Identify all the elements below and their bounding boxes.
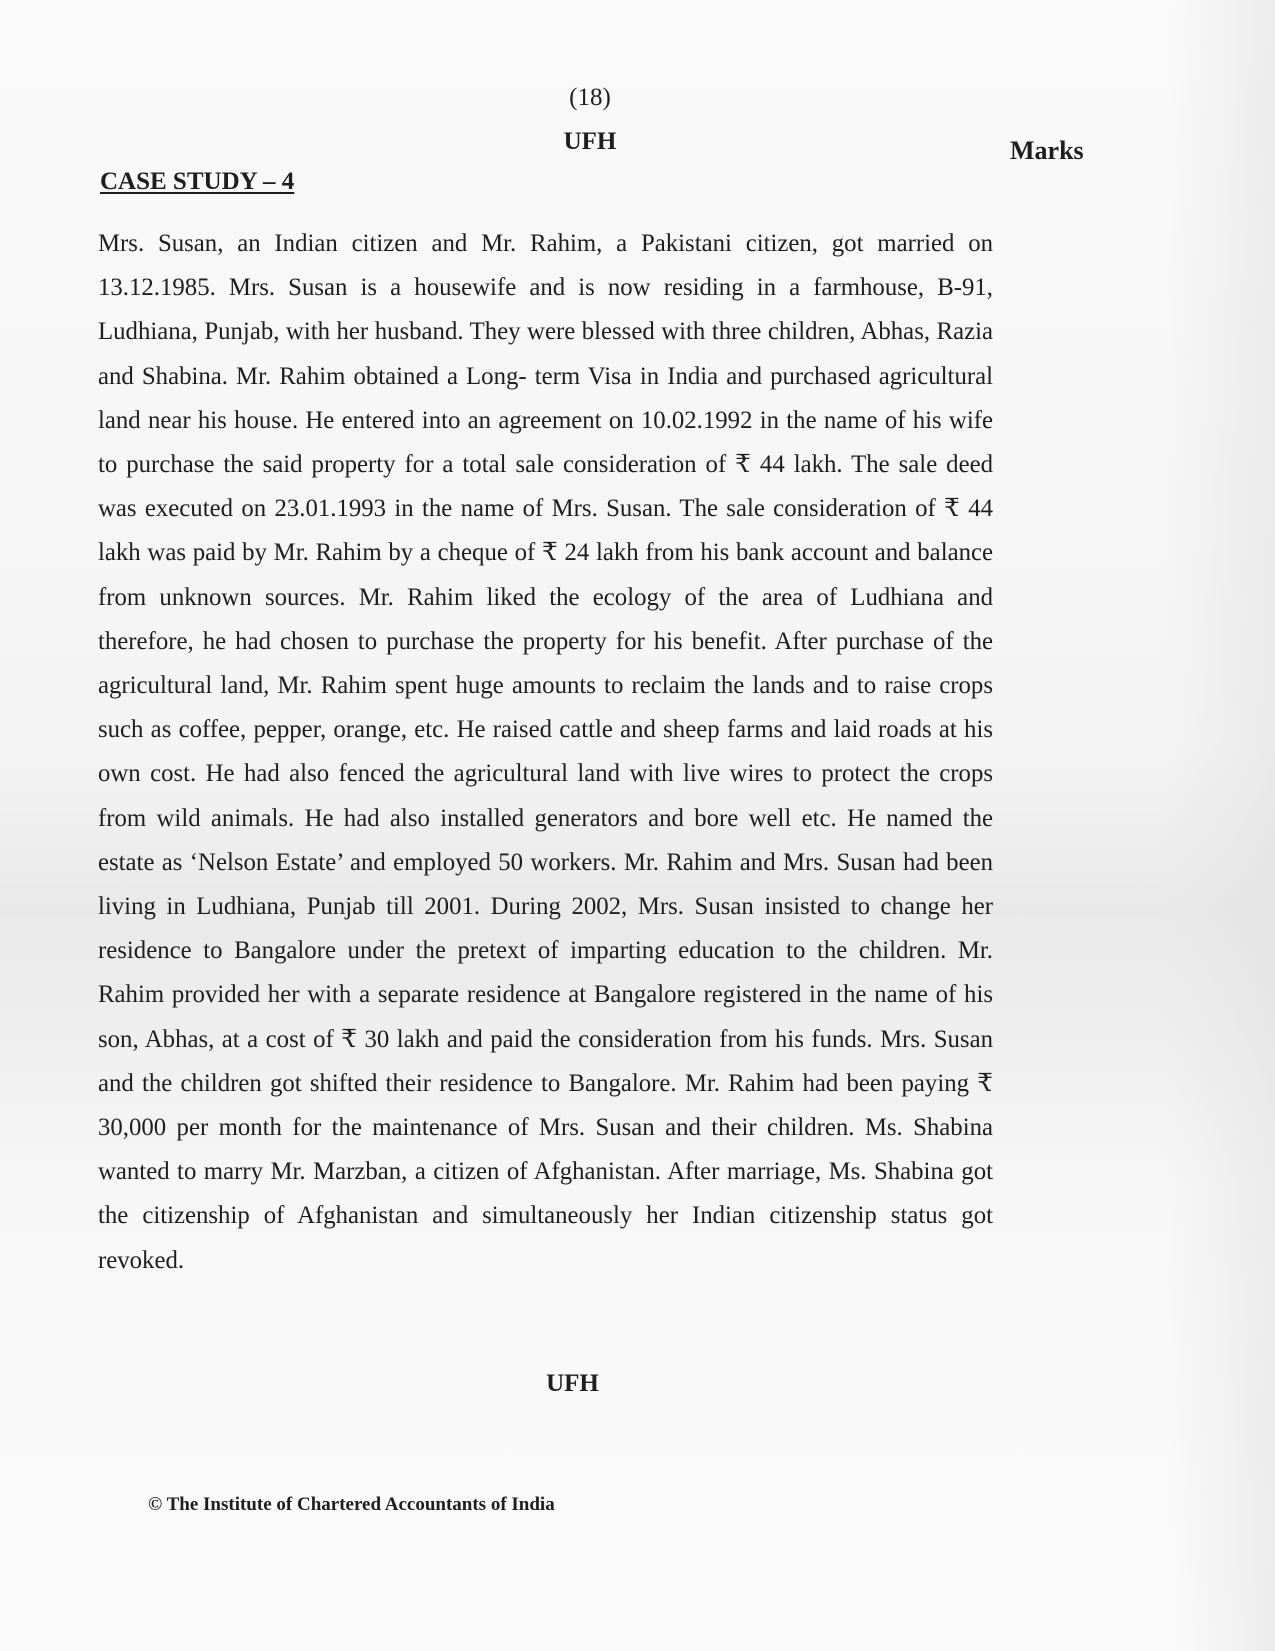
header-paper-code: UFH [563,128,617,155]
case-study-body: Mrs. Susan, an Indian citizen and Mr. Rahim, a Pakistani citizen, got married on 13.12.1985. Mrs. Susan is a housewife and is now residing in a farmhouse, B-91, Ludhiana, Punjab, with her husband. They were blessed with three children, Abhas, Razia and Shabina. Mr. Rahim obtained a Long- term Visa in India and purchased agricultural land near his house. He entered into an agreement on 10.02.1992 in the name of his wife to purchase the said property for a total sale consideration of ₹ 44 lakh. The sale deed was executed on 23.01.1993 in the name of Mrs. Susan. The sale consideration of ₹ 44 lakh was paid by Mr. Rahim by a cheque of ₹ 24 lakh from his bank account and balance from unknown sources. Mr. Rahim liked the ecology of the area of Ludhiana and therefore, he had chosen to purchase the property for his benefit. After purchase of the agricultural land, Mr. Rahim spent huge amounts to reclaim the lands and to raise crops such as coffee, pepper, orange, etc. He raised cattle and sheep farms and laid roads at his own cost. He had also fenced the agricultural land with live wires to protect the crops from wild animals. He had also installed generators and bore well etc. He named the estate as ‘Nelson Estate’ and employed 50 workers. Mr. Rahim and Mrs. Susan had been living in Ludhiana, Punjab till 2001. During 2002, Mrs. Susan insisted to change her residence to Bangalore under the pretext of imparting education to the children. Mr. Rahim provided her with a separate residence at Bangalore registered in the name of his son, Abhas, at a cost of ₹ 30 lakh and paid the consideration from his funds. Mrs. Susan and the children got shifted their residence to Bangalore. Mr. Rahim had been paying ₹ 30,000 per month for the maintenance of Mrs. Susan and their children. Ms. Shabina wanted to marry Mr. Marzban, a citizen of Afghanistan. After marriage, Ms. Shabina got the citizenship of Afghanistan and simultaneously her Indian citizenship status got revoked. [98,230,993,1274]
marks-column-label: Marks [1010,136,1084,165]
case-study-title: CASE STUDY – 4 [100,168,295,195]
copyright-notice: © The Institute of Chartered Accountants of India [148,1494,555,1515]
footer-paper-code: UFH [546,1370,599,1397]
page-number: (18) [569,84,611,111]
scan-shadow [1165,0,1275,1651]
